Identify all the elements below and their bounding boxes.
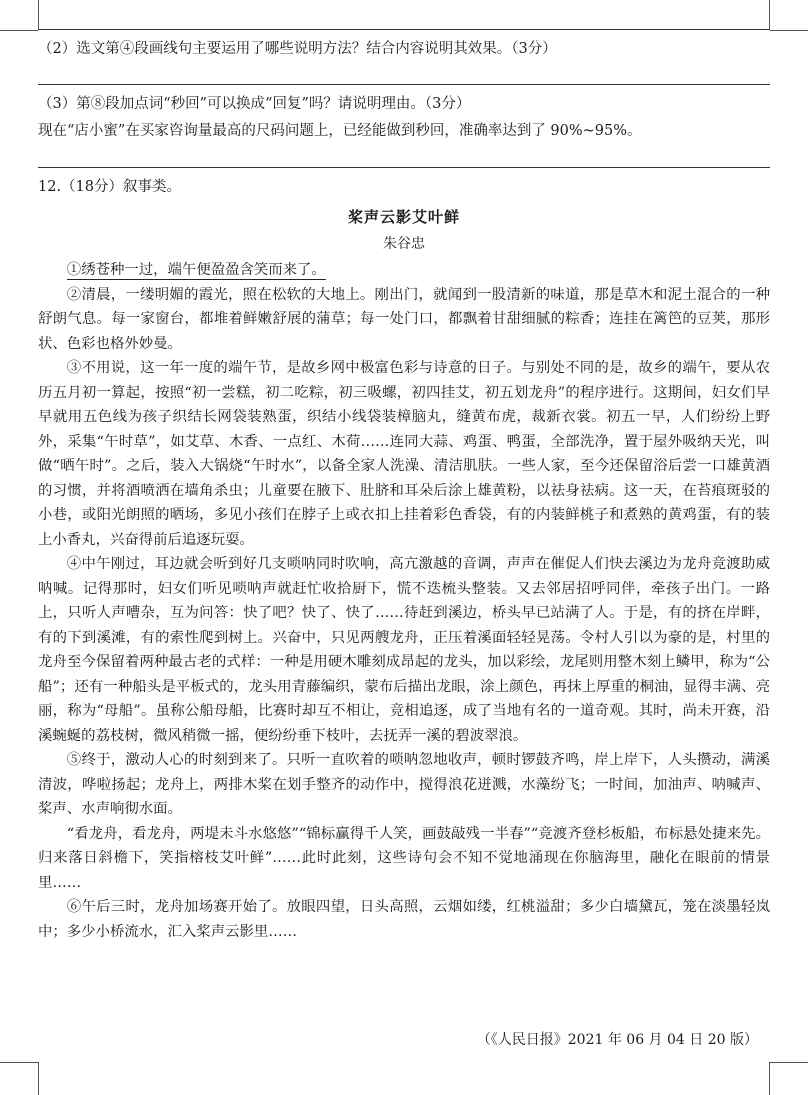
- answer-line-3: [38, 167, 770, 168]
- question-2: （2）选文第④段画线句主要运用了哪些说明方法？结合内容说明其效果。（3分）: [38, 41, 557, 57]
- question-3: （3）第⑧段加点词“秒回”可以换成“回复”吗？请说明理由。（3分）: [38, 96, 471, 112]
- paragraph-3: ③不用说，这一年一度的端午节，是故乡网中极富色彩与诗意的日子。与别处不同的是，故乡的端午，要从农历五月初一算起，按照“初一尝糕，初二吃粽，初三吸螺，初四挂艾，初五划龙舟”的程序进行。这期间，妇女们早早就用五色线为孩子织结长网袋装熟蛋，织结小线袋装樟脑丸，缝黄布虎，裁新衣裳。初五一早，人们纷纷上野外，采集“午时草”，如艾草、木香、一点红、木荷……连同大蒜、鸡蛋、鸭蛋，全部洗净，置于屋外吸纳天光，叫做“晒午时”。之后，装入大锅烧“午时水”，以备全家人洗澡、清洁肌肤。一些人家，至今还保留浴后尝一口雄黄酒的习惯，并将酒喷洒在墙角杀虫；儿童要在腋下、肚脐和耳朵后涂上雄黄粉，以祛身祛病。这一天，在苔痕斑驳的小巷，或阳光朗照的晒场，多见小孩们在脖子上或衣扣上挂着彩色香袋，有的内装鲜桃子和煮熟的黄鸡蛋，有的装上小香丸，兴奋得前后追逐玩耍。: [38, 360, 770, 548]
- question-12: 12.（18分）叙事类。: [38, 179, 182, 195]
- paragraph-1: [38, 258, 770, 283]
- paragraph-6: ⑥午后三时，龙舟加场赛开始了。放眼四望，日头高照，云烟如缕，红桃溢甜；多少白墙黛瓦，笼在淡墨轻岚中；多少小桥流水，汇入桨声云影里……: [38, 899, 770, 940]
- crop-mark-top-right-h: [770, 30, 808, 31]
- underlined-sentence: ①绣苍种一过，端午便盈盈含笑而来了。: [66, 262, 326, 278]
- crop-mark-top-right-v: [769, 0, 770, 30]
- article-title: 桨声云影艾叶鲜: [347, 208, 460, 226]
- answer-line-2: [38, 84, 770, 85]
- article-body: [38, 258, 770, 944]
- crop-mark-top-left-h: [0, 30, 38, 31]
- crop-mark-bottom-left-v: [38, 1062, 39, 1095]
- paragraph-5: ⑤终于，激动人心的时刻到来了。只听一直吹着的唢呐忽地收声，顿时锣鼓齐鸣，岸上岸下，人头攒动，满溪清波，哗啦扬起；龙舟上，两排木桨在划手整齐的动作中，搅得浪花迸溅，水藻纷飞；一时间，加油声、呐喊声、桨声、水声响彻水面。: [38, 752, 770, 817]
- crop-mark-bottom-right-h: [770, 1062, 808, 1063]
- paragraph-poems: “看龙舟，看龙舟，两堤未斗水悠悠”“锦标赢得千人笑，画鼓敲残一半春”“竞渡齐登杉板船，布标悬处捷来先。归来落日斜檐下，笑指榕枝艾叶鲜”……此时此刻，这些诗句会不知不觉地涌现在你脑海里，融化在眼前的情景里……: [38, 825, 770, 891]
- paragraph-4: ④中午刚过，耳边就会听到好几支唢呐同时吹响，高亢激越的音调，声声在催促人们快去溪边为龙舟竞渡助威呐喊。记得那时，妇女们听见唢呐声就赶忙收拾厨下，慌不迭梳头整装。又去邻居招呼同伴，牵孩子出门。一路上，只听人声嘈杂，互为问答：快了吧？快了、快了……待赶到溪边，桥头早已站满了人。于是，有的挤在岸畔，有的下到溪滩，有的索性爬到树上。兴奋中，只见两艘龙舟，正压着溪面轻轻晃荡。令村人引以为豪的是，村里的龙舟至今保留着两种最古老的式样：一种是用硬木雕刻成昂起的龙头，加以彩绘，龙尾则用整木刻上鳞甲，称为“公船”；还有一种船头是平板式的，龙头用青藤编织，蒙布后描出龙眼，涂上颜色，再抹上厚重的桐油，显得丰满、亮丽，称为“母船”。虽称公船母船，比赛时却互不相让，竞相追逐，成了当地有名的一道奇观。其时，尚未开赛，沿溪蜿蜒的荔枝树，微风稍微一摇，便纷纷垂下枝叶，去抚弄一溪的碧波翠浪。: [38, 556, 770, 744]
- paragraph-2: ②清晨，一缕明媚的霞光，照在松软的大地上。刚出门，就闻到一股清新的味道，那是草木和泥土混合的一种舒朗气息。每一家窗台，都堆着鲜嫩舒展的蒲草；每一处门口，都飘着甘甜细腻的粽香；连挂在篱笆的豆荚，那形状、色彩也格外妙曼。: [38, 286, 770, 352]
- article-author: 朱谷忠: [383, 236, 425, 252]
- crop-mark-bottom-left-h: [0, 1062, 38, 1063]
- answer-line-1: [38, 29, 770, 30]
- crop-mark-bottom-right-v: [769, 1062, 770, 1095]
- crop-mark-top-left-v: [38, 0, 39, 30]
- question-3-quote: 现在“店小蜜”在买家咨询量最高的尺码问题上，已经能做到秒回，准确率达到了 90%~95%。: [38, 123, 642, 139]
- article-source: （《人民日报》2021 年 06 月 04 日 20 版）: [476, 1032, 758, 1048]
